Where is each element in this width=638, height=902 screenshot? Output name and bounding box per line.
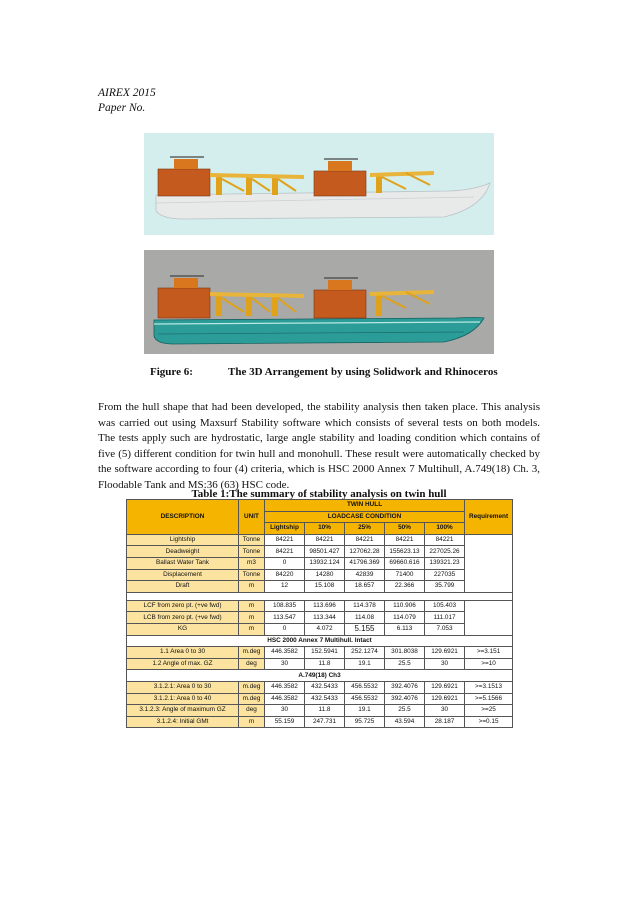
- header-loadcase: LOADCASE CONDITION: [265, 511, 465, 523]
- header-unit: UNIT: [239, 500, 265, 535]
- table-spacer-row: [127, 592, 513, 600]
- table-row: KG m 0 4.072 5.155 6.113 7.053: [127, 623, 513, 635]
- figure-caption-text: The 3D Arrangement by using Solidwork and Rhinoceros: [228, 366, 498, 378]
- table-section-row: A.749(18) Ch3: [127, 670, 513, 682]
- header-requirement: Requirement: [465, 500, 513, 535]
- header-condition: 25%: [345, 523, 385, 535]
- header-condition: 100%: [425, 523, 465, 535]
- header-description: DESCRIPTION: [127, 500, 239, 535]
- conference-name: AIREX 2015: [98, 87, 156, 99]
- requirement-empty: [465, 600, 513, 635]
- header-twin-hull: TWIN HULL: [265, 500, 465, 512]
- table-row: LCB from zero pt. (+ve fwd) m 113.547 113.344 114.08 114.079 111.017: [127, 612, 513, 624]
- figure-image-monohull: [144, 133, 494, 235]
- table-section-row: HSC 2000 Annex 7 Multihull. Intact: [127, 635, 513, 647]
- table-row: 3.1.2.1: Area 0 to 40 m.deg 446.3582 432.5433 456.5532 392.4076 129.6921 >=5.1566: [127, 693, 513, 705]
- stability-summary-table: [126, 499, 513, 728]
- table-row: LCF from zero pt. (+ve fwd) m 108.835 113.696 114.378 110.906 105.403: [127, 600, 513, 612]
- table-row: Lightship Tonne 84221 84221 84221 84221 84221: [127, 534, 513, 546]
- body-paragraph: From the hull shape that had been developed, the stability analysis then taken place. This analysis was carried out using Maxsurf Stability software which consists of several tests on both models. The tests apply such are hydrostatic, large angle stability and loading condition which contains of five (5) different condition for twin hull and monohull. These result were automatically checked by the software according to four (4) criteria, which is HSC 2000 Annex 7 Multihull, A.749(18) Ch. 3, Floodable Tank and MS:36 (63) HSC code.: [98, 401, 540, 491]
- header-condition: 50%: [385, 523, 425, 535]
- table-row: Draft m 12 15.108 18.657 22.366 35.799: [127, 581, 513, 593]
- table-row: Displacement Tonne 84220 14280 42839 71400 227035: [127, 569, 513, 581]
- table-row: 1.1 Area 0 to 30 m.deg 446.3582 152.5941 252.1274 301.8038 129.6921 >=3.151: [127, 647, 513, 659]
- table-row: Deadweight Tonne 84221 98501.427 127062.28 155623.13 227025.26: [127, 546, 513, 558]
- paper-header: [98, 86, 156, 116]
- paper-number: Paper No.: [98, 102, 146, 114]
- figure-image-twin-hull: [144, 250, 494, 354]
- requirement-empty: [465, 534, 513, 592]
- header-condition: Lightship: [265, 523, 305, 535]
- table-row: 3.1.2.3: Angle of maximum GZ deg 30 11.8 19.1 25.5 30 >=25: [127, 705, 513, 717]
- table-row: 1.2 Angle of max. GZ deg 30 11.8 19.1 25.5 30 >=10: [127, 658, 513, 670]
- table-row: Ballast Water Tank m3 0 13932.124 41796.369 69660.616 139321.23: [127, 557, 513, 569]
- table-row: 3.1.2.1: Area 0 to 30 m.deg 446.3582 432.5433 456.5532 392.4076 129.6921 >=3.1513: [127, 681, 513, 693]
- table-title: Table 1:The summary of stability analysis on twin hull: [191, 488, 447, 500]
- header-condition: 10%: [305, 523, 345, 535]
- table-row: 3.1.2.4: Initial GMt m 55.159 247.731 95.725 43.594 28.187 >=0.15: [127, 716, 513, 728]
- figure-number: Figure 6:: [150, 366, 193, 378]
